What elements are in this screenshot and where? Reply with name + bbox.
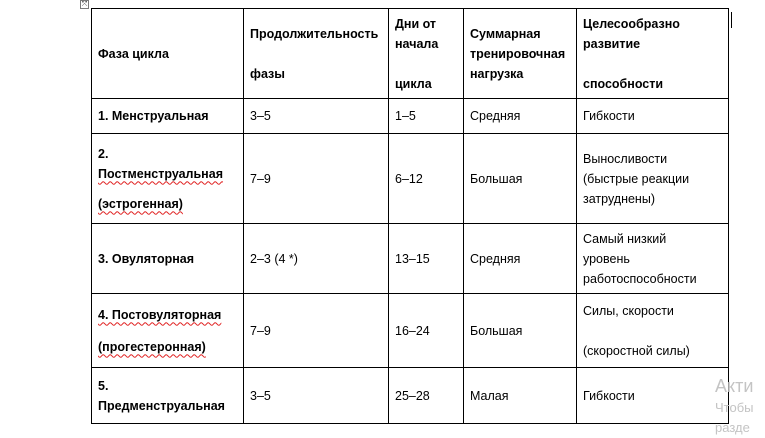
table-cell[interactable] (464, 134, 577, 224)
phase-sublabel-spellcheck: (эстрогенная) (98, 196, 183, 211)
table-cell[interactable] (464, 99, 577, 134)
table-cell[interactable] (389, 294, 464, 368)
table-cell[interactable] (577, 99, 729, 134)
watermark-line-2: Чтобы (715, 400, 754, 415)
duration-value: 2–3 (4 *) (250, 251, 298, 266)
duration-value: 3–5 (250, 388, 271, 403)
header-phase: Фаза цикла (98, 46, 169, 61)
table-cell[interactable] (389, 134, 464, 224)
watermark-line-1: Акти (715, 376, 754, 396)
phase-label: 1. Менструальная (98, 109, 209, 123)
phase-label: 5. (98, 378, 109, 393)
phase-label-cont: Предменструальная (98, 398, 225, 413)
table-cell[interactable] (577, 224, 729, 294)
table-header-row (92, 9, 729, 99)
header-cell[interactable] (389, 9, 464, 99)
table-cell[interactable] (389, 99, 464, 134)
table-cell[interactable] (464, 224, 577, 294)
header-cell[interactable] (577, 9, 729, 99)
ability-value: Выносливости (быстрые реакции затруднены) (583, 151, 690, 206)
days-value: 16–24 (395, 323, 430, 338)
ability-value: Силы, скорости (скоростной силы) (583, 303, 690, 358)
table-cell[interactable] (244, 224, 389, 294)
table-cell[interactable] (389, 368, 464, 424)
load-value: Малая (470, 388, 509, 403)
table-cell[interactable] (244, 294, 389, 368)
watermark-line-3: разде (715, 420, 750, 435)
table-row (92, 368, 729, 424)
days-value: 1–5 (395, 109, 416, 123)
table-cell[interactable] (92, 368, 244, 424)
table-cell[interactable] (464, 294, 577, 368)
days-value: 25–28 (395, 388, 430, 403)
header-cell[interactable] (244, 9, 389, 99)
header-duration: Продолжительность фазы (250, 26, 379, 81)
header-days: Дни от начала цикла (395, 16, 439, 91)
table-move-handle[interactable]: ⤧ (81, 0, 88, 8)
phase-label: 3. Овуляторная (98, 251, 195, 266)
table-cell[interactable] (244, 134, 389, 224)
table-cell[interactable] (244, 368, 389, 424)
header-ability: Целесообразно развитие способности (583, 16, 680, 91)
phase-label-spellcheck: Постменструальная (98, 166, 223, 181)
table-row (92, 224, 729, 294)
table-row (92, 294, 729, 368)
header-cell[interactable] (464, 9, 577, 99)
phase-label: 2. (98, 146, 109, 161)
phase-label-spellcheck: 4. Постовуляторная (98, 307, 222, 322)
table-cell[interactable] (389, 224, 464, 294)
load-value: Большая (470, 323, 523, 338)
duration-value: 7–9 (250, 323, 271, 338)
duration-value: 3–5 (250, 109, 271, 123)
load-value: Средняя (470, 251, 521, 266)
table-row (92, 99, 729, 134)
table-cell[interactable] (577, 134, 729, 224)
duration-value: 7–9 (250, 171, 271, 186)
windows-activation-watermark (715, 374, 754, 438)
text-cursor (731, 12, 732, 28)
table-cell[interactable] (92, 224, 244, 294)
table-cell[interactable] (92, 294, 244, 368)
cycle-phases-table (91, 8, 729, 424)
table-cell[interactable] (244, 99, 389, 134)
table-cell[interactable] (92, 99, 244, 134)
table-cell[interactable] (92, 134, 244, 224)
ability-value: Самый низкий уровень работоспособности (583, 231, 697, 286)
table-cell[interactable] (464, 368, 577, 424)
header-load: Суммарная тренировочная нагрузка (470, 26, 566, 81)
table-row (92, 134, 729, 224)
table-cell[interactable] (577, 294, 729, 368)
days-value: 13–15 (395, 251, 430, 266)
header-cell[interactable] (92, 9, 244, 99)
ability-value: Гибкости (583, 388, 635, 403)
load-value: Средняя (470, 109, 521, 123)
table-cell[interactable] (577, 368, 729, 424)
load-value: Большая (470, 171, 523, 186)
ability-value: Гибкости (583, 109, 635, 123)
phase-sublabel-spellcheck: (прогестеронная) (98, 339, 206, 354)
days-value: 6–12 (395, 171, 423, 186)
